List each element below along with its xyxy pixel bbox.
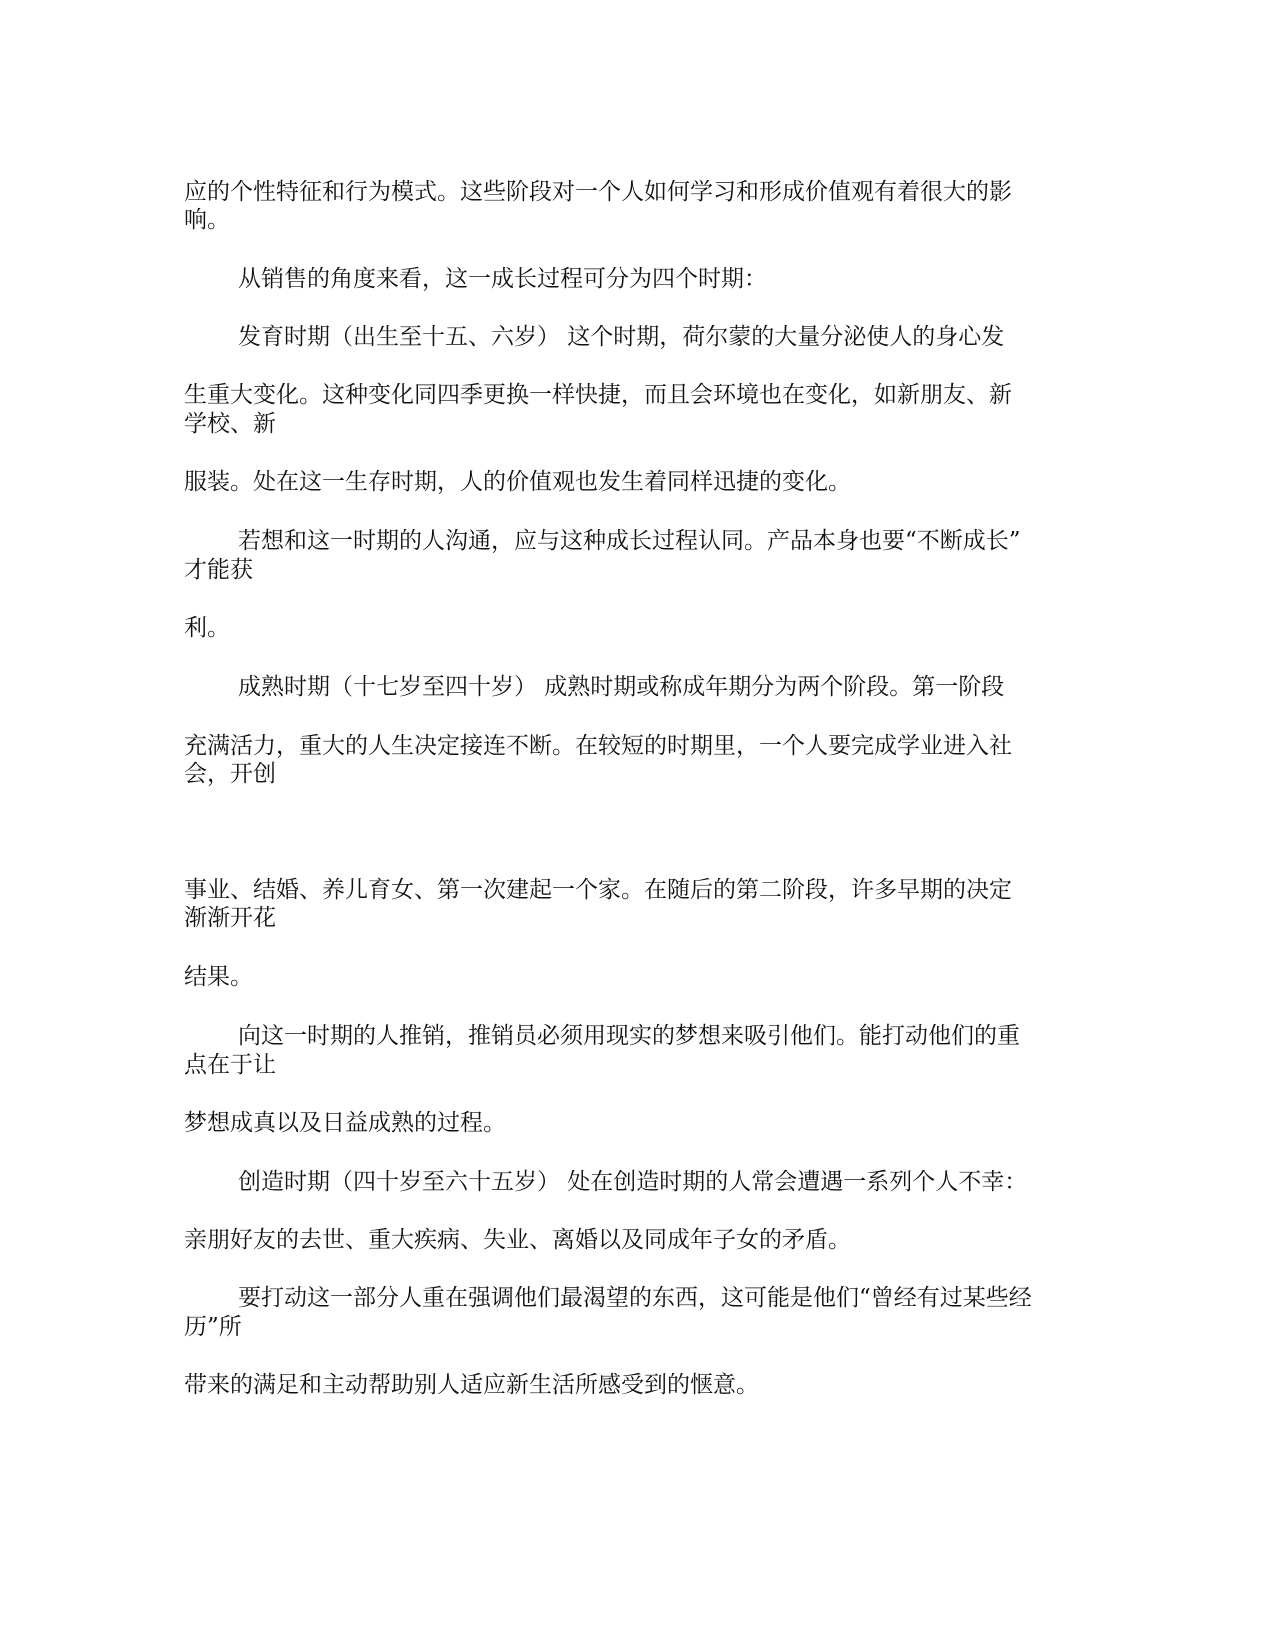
text-line: 会，开创 (184, 761, 276, 787)
text-line: 点在于让 (184, 1052, 276, 1078)
text-line: 从销售的角度来看，这一成长过程可分为四个时期： (238, 266, 767, 292)
text-line: 创造时期（四十岁至六十五岁） 处在创造时期的人常会遭遇一系列个人不幸： (238, 1169, 1028, 1195)
text-line: 事业、结婚、养儿育女、第一次建起一个家。在随后的第二阶段，许多早期的决定 (184, 877, 1012, 903)
text-line: 亲朋好友的去世、重大疾病、失业、离婚以及同成年子女的矛盾。 (184, 1227, 851, 1253)
text-line: 发育时期（出生至十五、六岁） 这个时期，荷尔蒙的大量分泌使人的身心发 (238, 324, 1005, 350)
text-line: 才能获 (184, 557, 253, 583)
text-line: 带来的满足和主动帮助别人适应新生活所感受到的惬意。 (184, 1372, 759, 1398)
text-line: 应的个性特征和行为模式。这些阶段对一个人如何学习和形成价值观有着很大的影 (184, 179, 1012, 205)
text-line: 学校、新 (184, 411, 276, 437)
text-line: 利。 (184, 615, 230, 641)
text-line: 向这一时期的人推销，推销员必须用现实的梦想来吸引他们。能打动他们的重 (238, 1023, 1020, 1049)
text-line: 若想和这一时期的人沟通，应与这种成长过程认同。产品本身也要“不断成长” (238, 528, 1021, 554)
text-line: 生重大变化。这种变化同四季更换一样快捷，而且会环境也在变化，如新朋友、新 (184, 382, 1012, 408)
text-line: 成熟时期（十七岁至四十岁） 成熟时期或称成年期分为两个阶段。第一阶段 (238, 674, 1005, 700)
text-line: 历”所 (184, 1314, 242, 1340)
text-line: 服装。处在这一生存时期，人的价值观也发生着同样迅捷的变化。 (184, 469, 851, 495)
text-line: 充满活力，重大的人生决定接连不断。在较短的时期里，一个人要完成学业进入社 (184, 733, 1012, 759)
text-line: 响。 (184, 207, 230, 233)
text-line: 梦想成真以及日益成熟的过程。 (184, 1110, 506, 1136)
text-line: 渐渐开花 (184, 905, 276, 931)
text-line: 结果。 (184, 964, 253, 990)
text-line: 要打动这一部分人重在强调他们最渴望的东西，这可能是他们“曾经有过某些经 (238, 1285, 1032, 1311)
